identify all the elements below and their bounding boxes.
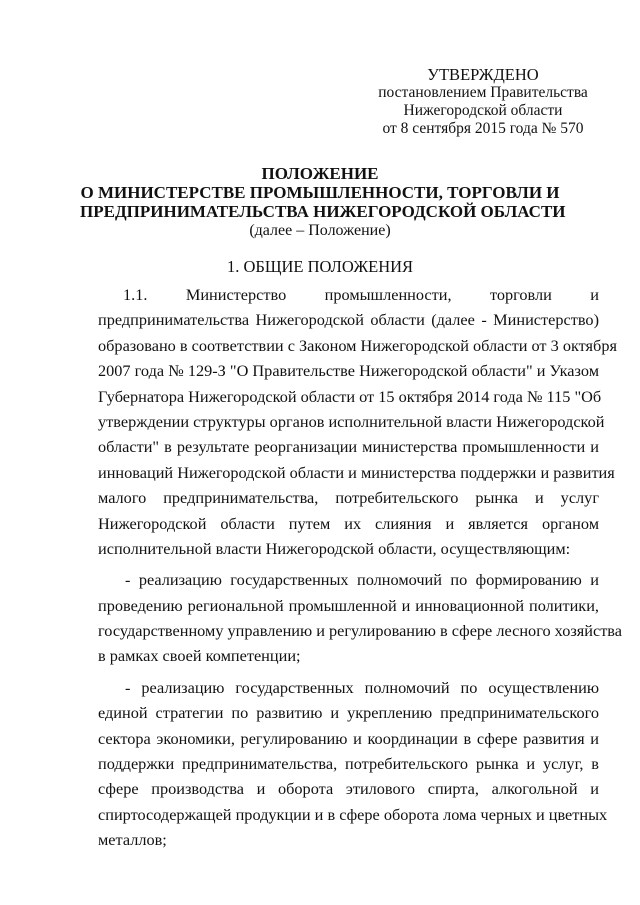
text-line: в рамках своей компетенции; bbox=[98, 646, 301, 666]
text-line: малого предпринимательства, потребительского рынка и услуг bbox=[98, 488, 599, 508]
text-line: инноваций Нижегородской области и министерства поддержки и развития bbox=[98, 462, 615, 482]
text-line: - реализацию государственных полномочий по формированию и bbox=[125, 570, 599, 590]
text-line: исполнительной власти Нижегородской области, осуществляющим: bbox=[98, 538, 571, 558]
title-line-1: ПОЛОЖЕНИЕ bbox=[261, 164, 379, 183]
approval-stamp: УТВЕРЖДЕНО bbox=[427, 65, 539, 84]
approval-block bbox=[368, 66, 598, 138]
text-line: Нижегородской области путем их слияния и является органом bbox=[98, 513, 599, 533]
text-line: сфере производства и оборота этилового спирта, алкогольной и bbox=[98, 779, 599, 799]
text-line: спиртосодержащей продукции и в сфере оборота лома черных и цветных bbox=[98, 804, 608, 824]
title-subtitle: (далее – Положение) bbox=[249, 222, 391, 239]
document-body bbox=[98, 282, 623, 853]
text-line: 1.1. Министерство промышленности, торговли и bbox=[123, 285, 599, 304]
text-line: единой стратегии по развитию и укреплению предпринимательского bbox=[98, 703, 599, 723]
text-line: государственному управлению и регулированию в сфере лесного хозяйства bbox=[98, 621, 623, 641]
text-line: 2007 года № 129-З "О Правительстве Нижегородской области" и Указом bbox=[98, 361, 599, 381]
text-line: предпринимательства Нижегородской области (далее - Министерство) bbox=[98, 310, 599, 330]
paragraph bbox=[98, 567, 623, 669]
title-line-2: О МИНИСТЕРСТВЕ ПРОМЫШЛЕННОСТИ, ТОРГОВЛИ И bbox=[80, 183, 560, 202]
approval-line-1: постановлением Правительства bbox=[378, 84, 588, 101]
text-line: утверждении структуры органов исполнительной власти Нижегородской bbox=[98, 411, 605, 431]
paragraph bbox=[98, 282, 617, 561]
text-line: проведению региональной промышленной и инновационной политики, bbox=[98, 595, 599, 615]
text-line: - реализацию государственных полномочий по осуществлению bbox=[125, 677, 599, 697]
paragraph bbox=[98, 675, 608, 853]
text-line: образовано в соответствии с Законом Нижегородской области от 3 октября bbox=[98, 335, 617, 355]
text-line: области" в результате реорганизации министерства промышленности и bbox=[98, 437, 599, 457]
text-line: поддержки предпринимательства, потребительского рынка и услуг, в bbox=[98, 754, 599, 774]
text-line: Губернатора Нижегородской области от 15 октября 2014 года № 115 "Об bbox=[98, 386, 602, 406]
approval-line-2: Нижегородской области bbox=[403, 102, 563, 119]
title-line-3: ПРЕДПРИНИМАТЕЛЬСТВА НИЖЕГОРОДСКОЙ ОБЛАСТИ bbox=[80, 202, 566, 221]
document-title bbox=[80, 164, 566, 240]
text-line: сектора экономики, регулированию и координации в сфере развития и bbox=[98, 728, 599, 748]
approval-line-3: от 8 сентября 2015 года № 570 bbox=[382, 120, 584, 137]
text-line: металлов; bbox=[98, 830, 167, 850]
section-heading: 1. ОБЩИЕ ПОЛОЖЕНИЯ bbox=[226, 257, 414, 276]
